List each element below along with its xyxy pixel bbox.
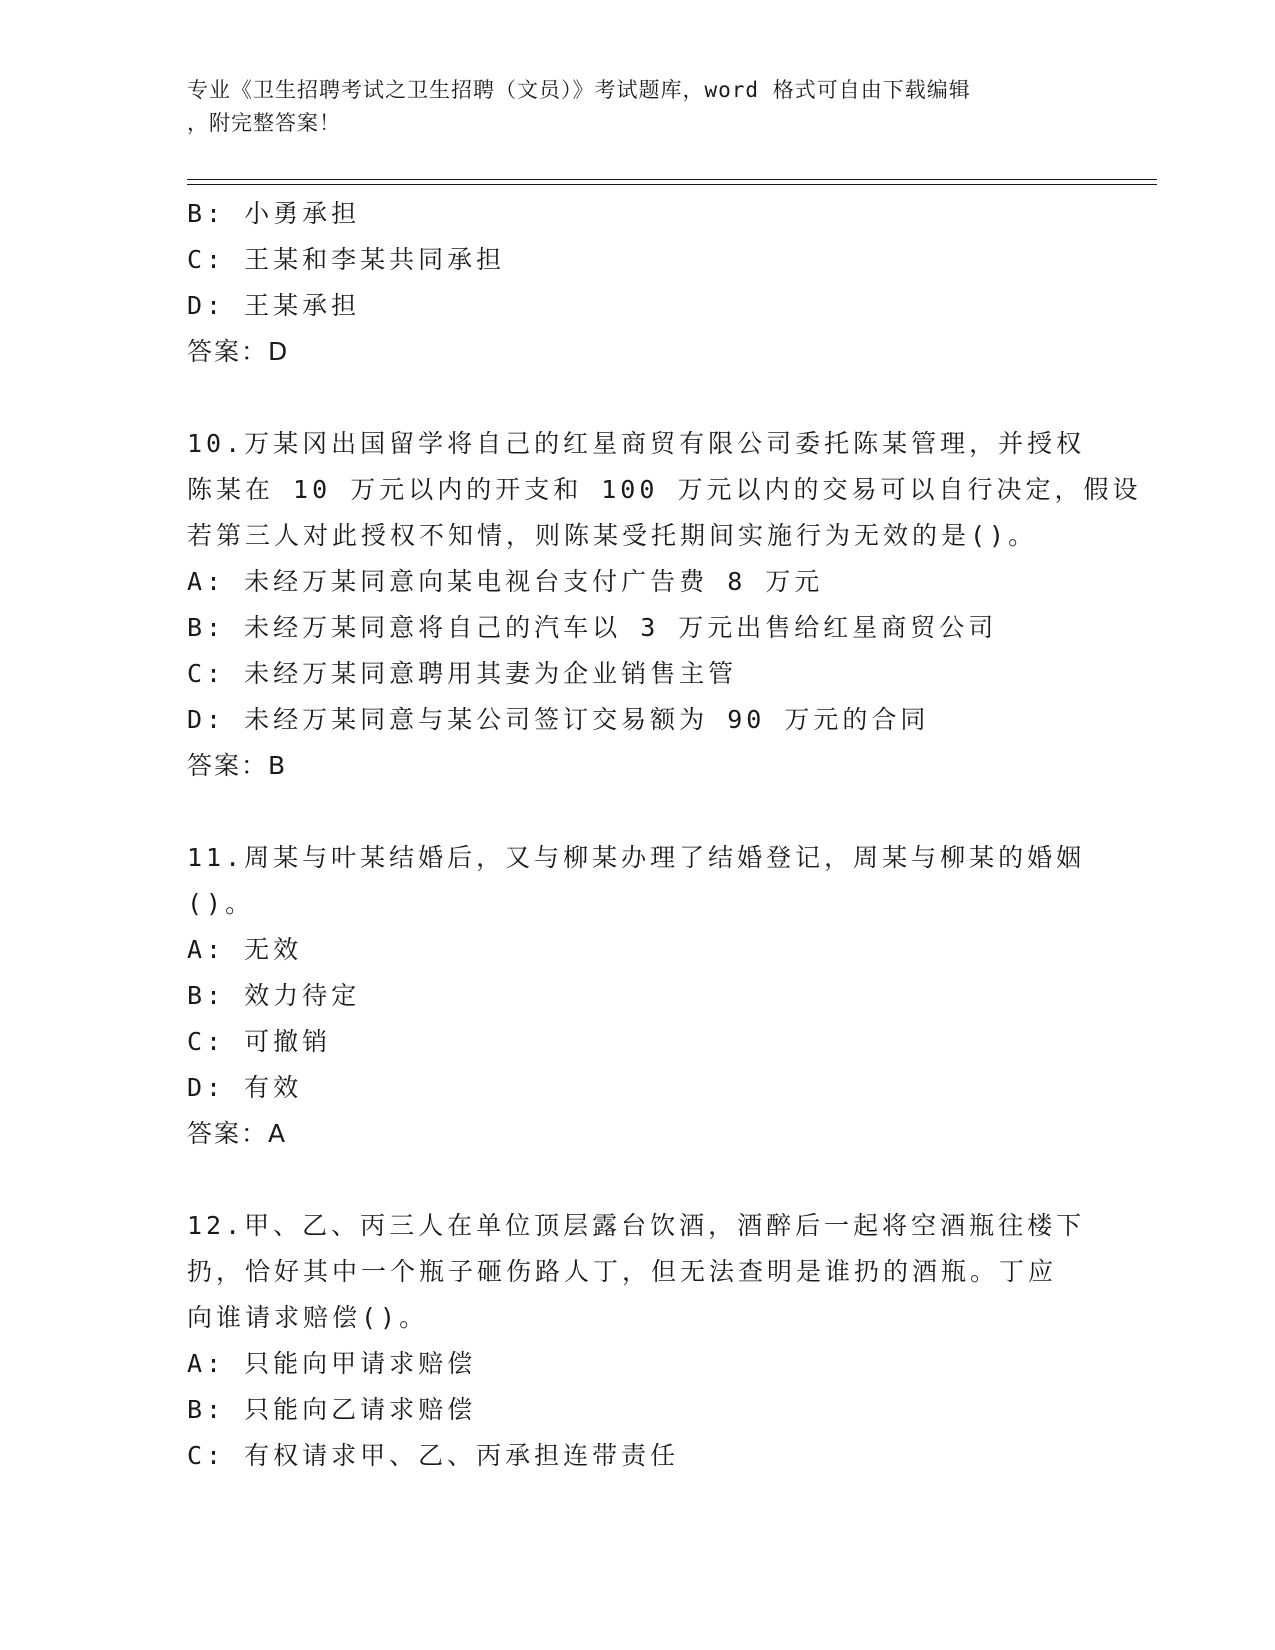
header-rule-top — [187, 179, 1157, 180]
option-c: C: 未经万某同意聘用其妻为企业销售主管 — [187, 659, 738, 688]
option-b: B: 小勇承担 — [187, 199, 361, 228]
question-text-line: 若第三人对此授权不知情，则陈某受托期间实施行为无效的是()。 — [187, 521, 1038, 550]
option-d: D: 王某承担 — [187, 291, 361, 320]
answer: 答案：B — [187, 751, 288, 780]
question-text-line: ()。 — [187, 889, 255, 918]
option-c: C: 王某和李某共同承担 — [187, 245, 506, 274]
question-text-line: 11.周某与叶某结婚后，又与柳某办理了结婚登记，周某与柳某的婚姻 — [187, 843, 1086, 872]
previous-question-block — [187, 191, 1087, 375]
option-a: A: 无效 — [187, 935, 303, 964]
question-text-line: 10.万某冈出国留学将自己的红星商贸有限公司委托陈某管理，并授权 — [187, 429, 1086, 458]
option-a: A: 未经万某同意向某电视台支付广告费 8 万元 — [187, 567, 824, 596]
header-line-2: ，附完整答案！ — [187, 111, 341, 135]
question-12-block — [187, 1203, 1087, 1479]
option-c: C: 可撤销 — [187, 1027, 332, 1056]
document-header — [187, 74, 1087, 140]
option-d: D: 有效 — [187, 1073, 303, 1102]
option-c: C: 有权请求甲、乙、丙承担连带责任 — [187, 1441, 680, 1470]
spacer — [187, 375, 1087, 421]
answer: 答案：A — [187, 1119, 288, 1148]
question-text-line: 向谁请求赔偿()。 — [187, 1303, 429, 1332]
question-10-block — [187, 421, 1142, 789]
question-11-block — [187, 835, 1087, 1157]
question-text-line: 陈某在 10 万元以内的开支和 100 万元以内的交易可以自行决定，假设 — [187, 475, 1142, 504]
question-content — [187, 191, 1142, 1479]
option-d: D: 未经万某同意与某公司签订交易额为 90 万元的合同 — [187, 705, 930, 734]
header-rule-bottom — [187, 184, 1157, 185]
header-line-1: 专业《卫生招聘考试之卫生招聘（文员）》考试题库，word 格式可自由下载编辑 — [187, 78, 971, 102]
question-text-line: 扔，恰好其中一个瓶子砸伤路人丁，但无法查明是谁扔的酒瓶。丁应 — [187, 1257, 1058, 1286]
question-text-line: 12.甲、乙、丙三人在单位顶层露台饮酒，酒醉后一起将空酒瓶往楼下 — [187, 1211, 1086, 1240]
option-b: B: 未经万某同意将自己的汽车以 3 万元出售给红星商贸公司 — [187, 613, 998, 642]
spacer — [187, 789, 1087, 835]
answer: 答案：D — [187, 337, 290, 366]
spacer — [187, 1157, 1087, 1203]
option-a: A: 只能向甲请求赔偿 — [187, 1349, 477, 1378]
option-b: B: 效力待定 — [187, 981, 361, 1010]
option-b: B: 只能向乙请求赔偿 — [187, 1395, 477, 1424]
